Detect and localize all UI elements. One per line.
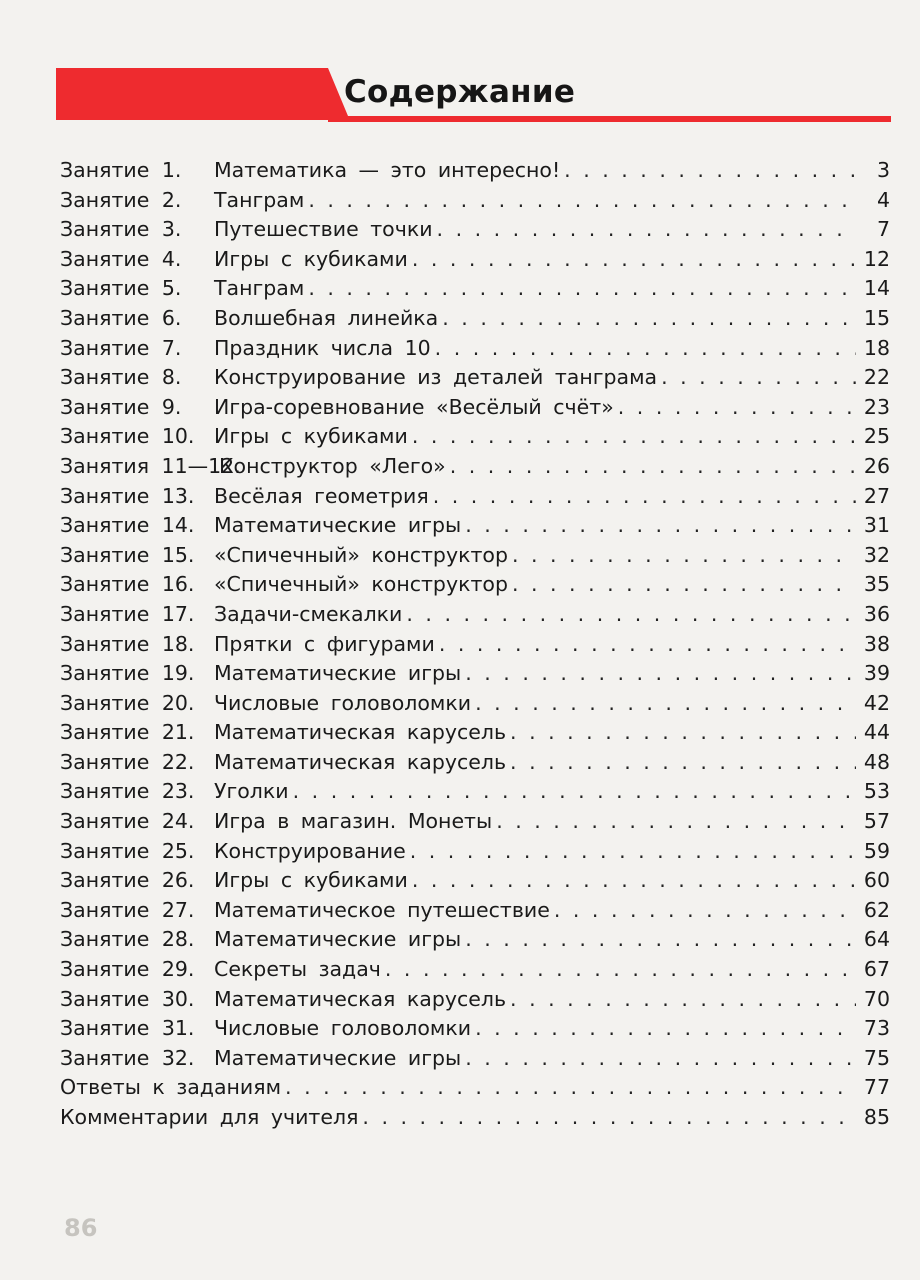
toc-entry-title: Игры с кубиками <box>214 246 408 271</box>
toc-entry-page: 25 <box>863 424 890 449</box>
toc-entry-title: Математическая карусель <box>214 986 507 1011</box>
toc-entry-number: Занятие 31. <box>60 1016 195 1041</box>
toc-entry-page: 70 <box>863 986 890 1011</box>
table-of-contents <box>60 156 890 1133</box>
toc-entry-number: Занятие 25. <box>60 838 195 863</box>
toc-dot-leader <box>510 748 856 778</box>
toc-dot-leader <box>564 156 856 186</box>
toc-dot-leader <box>412 245 856 275</box>
toc-dot-leader <box>465 511 856 541</box>
toc-entry-title: Числовые головоломки <box>214 1016 472 1041</box>
toc-entry-title: Математическая карусель <box>214 749 507 774</box>
toc-entry[interactable] <box>60 570 890 600</box>
title-banner <box>56 66 891 124</box>
toc-entry-page: 26 <box>863 453 890 478</box>
toc-dot-leader <box>385 955 856 985</box>
toc-entry-page: 12 <box>863 246 890 271</box>
toc-entry-title: Конструктор «Лего» <box>219 453 446 478</box>
toc-dot-leader <box>510 718 856 748</box>
toc-entry-number: Занятие 22. <box>60 749 195 774</box>
toc-entry-title: Праздник числа 10 <box>214 335 431 360</box>
toc-entry-page: 62 <box>863 897 890 922</box>
toc-dot-leader <box>618 393 856 423</box>
toc-entry-page: 44 <box>863 720 890 745</box>
toc-entry-number: Занятие 10. <box>60 424 195 449</box>
toc-entry[interactable] <box>60 985 890 1015</box>
toc-entry-number: Занятие 24. <box>60 809 195 834</box>
toc-dot-leader <box>442 304 856 334</box>
toc-dot-leader <box>412 866 856 896</box>
toc-entry-title: Прятки с фигурами <box>214 631 435 656</box>
toc-entry-title: Волшебная линейка <box>214 305 439 330</box>
toc-entry-title: Уголки <box>214 779 289 804</box>
toc-entry-title: Ответы к заданиям <box>60 1075 282 1100</box>
toc-entry-page: 59 <box>863 838 890 863</box>
toc-entry-page: 22 <box>863 365 890 390</box>
toc-entry-page: 73 <box>863 1016 890 1041</box>
toc-entry-title: «Спичечный» конструктор <box>214 542 508 567</box>
toc-entry-number: Занятие 30. <box>60 986 195 1011</box>
toc-entry[interactable] <box>60 807 890 837</box>
toc-entry[interactable] <box>60 511 890 541</box>
toc-entry[interactable] <box>60 659 890 689</box>
toc-entry[interactable] <box>60 600 890 630</box>
toc-entry[interactable] <box>60 630 890 660</box>
toc-entry-number: Занятие 21. <box>60 720 195 745</box>
toc-entry-page: 35 <box>863 572 890 597</box>
toc-dot-leader <box>450 452 856 482</box>
toc-dot-leader <box>439 630 856 660</box>
toc-entry-number: Занятие 27. <box>60 897 195 922</box>
toc-entry-number: Занятие 13. <box>60 483 195 508</box>
toc-entry-page: 85 <box>863 1105 890 1129</box>
toc-dot-leader <box>512 541 856 571</box>
toc-entry-page: 42 <box>863 690 890 715</box>
toc-entry-page: 53 <box>863 779 890 804</box>
toc-entry-title: Математика — это интересно! <box>214 158 561 182</box>
toc-dot-leader <box>412 422 856 452</box>
toc-entry[interactable] <box>60 215 890 245</box>
toc-entry-number: Занятие 9. <box>60 394 182 419</box>
toc-entry-page: 18 <box>863 335 890 360</box>
toc-entry-title: Математические игры <box>214 1045 462 1070</box>
toc-entry-title: Конструирование <box>214 838 406 863</box>
toc-dot-leader <box>293 777 856 807</box>
toc-dot-leader <box>465 925 856 955</box>
toc-entry[interactable] <box>60 541 890 571</box>
toc-entry[interactable] <box>60 304 890 334</box>
toc-entry-title: Числовые головоломки <box>214 690 472 715</box>
toc-entry-title: Игра-соревнование «Весёлый счёт» <box>214 394 614 419</box>
toc-entry-number: Занятие 3. <box>60 217 182 242</box>
toc-entry-title: Математические игры <box>214 661 462 686</box>
toc-entry[interactable] <box>60 186 890 216</box>
toc-entry-page: 38 <box>863 631 890 656</box>
toc-entry[interactable] <box>60 274 890 304</box>
toc-entry[interactable] <box>60 156 890 186</box>
toc-entry-number: Занятие 6. <box>60 305 182 330</box>
toc-entry[interactable] <box>60 334 890 364</box>
toc-entry-page: 32 <box>863 542 890 567</box>
toc-entry[interactable] <box>60 896 890 926</box>
toc-dot-leader <box>410 837 856 867</box>
toc-entry[interactable] <box>60 1103 890 1133</box>
toc-entry-number: Занятие 1. <box>60 158 182 182</box>
toc-entry-title: Математические игры <box>214 513 462 538</box>
toc-entry-page: 77 <box>863 1075 890 1100</box>
toc-dot-leader <box>362 1103 856 1133</box>
footer-page-number: 86 <box>64 1214 98 1242</box>
toc-entry-page: 57 <box>863 809 890 834</box>
toc-entry-page: 36 <box>863 601 890 626</box>
toc-dot-leader <box>475 1014 856 1044</box>
toc-entry[interactable] <box>60 1073 890 1103</box>
toc-entry[interactable] <box>60 866 890 896</box>
toc-entry-number: Занятие 32. <box>60 1045 195 1070</box>
toc-entry-page: 14 <box>863 276 890 301</box>
toc-entry[interactable] <box>60 1044 890 1074</box>
toc-entry-page: 48 <box>863 749 890 774</box>
toc-entry-number: Занятие 14. <box>60 513 195 538</box>
toc-entry-title: Игры с кубиками <box>214 868 408 893</box>
toc-entry[interactable] <box>60 452 890 482</box>
toc-entry[interactable] <box>60 482 890 512</box>
toc-entry-number: Занятие 18. <box>60 631 195 656</box>
toc-entry-number: Занятие 17. <box>60 601 195 626</box>
toc-entry-number: Занятие 20. <box>60 690 195 715</box>
toc-entry-page: 60 <box>863 868 890 893</box>
toc-entry[interactable] <box>60 837 890 867</box>
toc-entry[interactable] <box>60 393 890 423</box>
toc-entry-title: Комментарии для учителя <box>60 1105 359 1129</box>
toc-dot-leader <box>510 985 856 1015</box>
toc-entry-number: Занятие 19. <box>60 661 195 686</box>
toc-dot-leader <box>475 689 856 719</box>
toc-entry-page: 67 <box>863 957 890 982</box>
toc-entry[interactable] <box>60 955 890 985</box>
toc-entry-page: 7 <box>876 217 890 242</box>
toc-entry[interactable] <box>60 1014 890 1044</box>
toc-entry-page: 27 <box>863 483 890 508</box>
page-title: Содержание <box>344 74 576 110</box>
toc-entry-number: Занятие 4. <box>60 246 182 271</box>
title-red-block <box>56 68 328 120</box>
toc-entry-page: 4 <box>876 187 890 212</box>
toc-entry[interactable] <box>60 718 890 748</box>
toc-entry-title: Танграм <box>214 187 305 212</box>
toc-entry-title: Танграм <box>214 276 305 301</box>
toc-entry-title: Математическое путешествие <box>214 897 550 922</box>
toc-entry-page: 75 <box>863 1045 890 1070</box>
toc-dot-leader <box>437 215 856 245</box>
toc-entry-title: Секреты задач <box>214 957 381 982</box>
toc-entry-page: 15 <box>863 305 890 330</box>
toc-entry-title: Игры с кубиками <box>214 424 408 449</box>
toc-dot-leader <box>285 1073 856 1103</box>
toc-dot-leader <box>512 570 856 600</box>
toc-entry-number: Занятие 2. <box>60 187 182 212</box>
toc-dot-leader <box>661 363 856 393</box>
toc-entry[interactable] <box>60 363 890 393</box>
toc-entry[interactable] <box>60 777 890 807</box>
toc-entry-title: Весёлая геометрия <box>214 483 429 508</box>
toc-entry-page: 23 <box>863 394 890 419</box>
toc-dot-leader <box>308 274 856 304</box>
toc-entry-title: Задачи-смекалки <box>214 601 403 626</box>
toc-entry-number: Занятие 28. <box>60 927 195 952</box>
toc-entry-page: 64 <box>863 927 890 952</box>
toc-entry-number: Занятие 29. <box>60 957 195 982</box>
toc-dot-leader <box>465 1044 856 1074</box>
toc-entry[interactable] <box>60 245 890 275</box>
toc-entry-title: Игра в магазин. Монеты <box>214 809 493 834</box>
toc-dot-leader <box>433 482 856 512</box>
toc-entry-title: Математическая карусель <box>214 720 507 745</box>
toc-entry-number: Занятие 7. <box>60 335 182 360</box>
toc-dot-leader <box>308 186 856 216</box>
toc-entry-title: Конструирование из деталей танграма <box>214 365 658 390</box>
toc-entry-page: 39 <box>863 661 890 686</box>
toc-entry-number: Занятие 16. <box>60 572 195 597</box>
toc-entry-number: Занятие 26. <box>60 868 195 893</box>
toc-dot-leader <box>554 896 856 926</box>
toc-dot-leader <box>406 600 856 630</box>
toc-entry-number: Занятие 8. <box>60 365 182 390</box>
toc-entry-number: Занятия 11—12. <box>60 453 241 478</box>
toc-entry-title: Путешествие точки <box>214 217 433 242</box>
toc-dot-leader <box>465 659 856 689</box>
toc-entry[interactable] <box>60 689 890 719</box>
toc-dot-leader <box>496 807 856 837</box>
toc-entry-number: Занятие 23. <box>60 779 195 804</box>
toc-entry-title: Математические игры <box>214 927 462 952</box>
title-red-rule <box>328 116 891 122</box>
toc-entry-number: Занятие 5. <box>60 276 182 301</box>
toc-entry[interactable] <box>60 925 890 955</box>
toc-entry[interactable] <box>60 422 890 452</box>
toc-dot-leader <box>435 334 856 364</box>
toc-entry-page: 3 <box>876 158 890 182</box>
toc-entry[interactable] <box>60 748 890 778</box>
toc-entry-title: «Спичечный» конструктор <box>214 572 508 597</box>
toc-entry-page: 31 <box>863 513 890 538</box>
toc-entry-number: Занятие 15. <box>60 542 195 567</box>
